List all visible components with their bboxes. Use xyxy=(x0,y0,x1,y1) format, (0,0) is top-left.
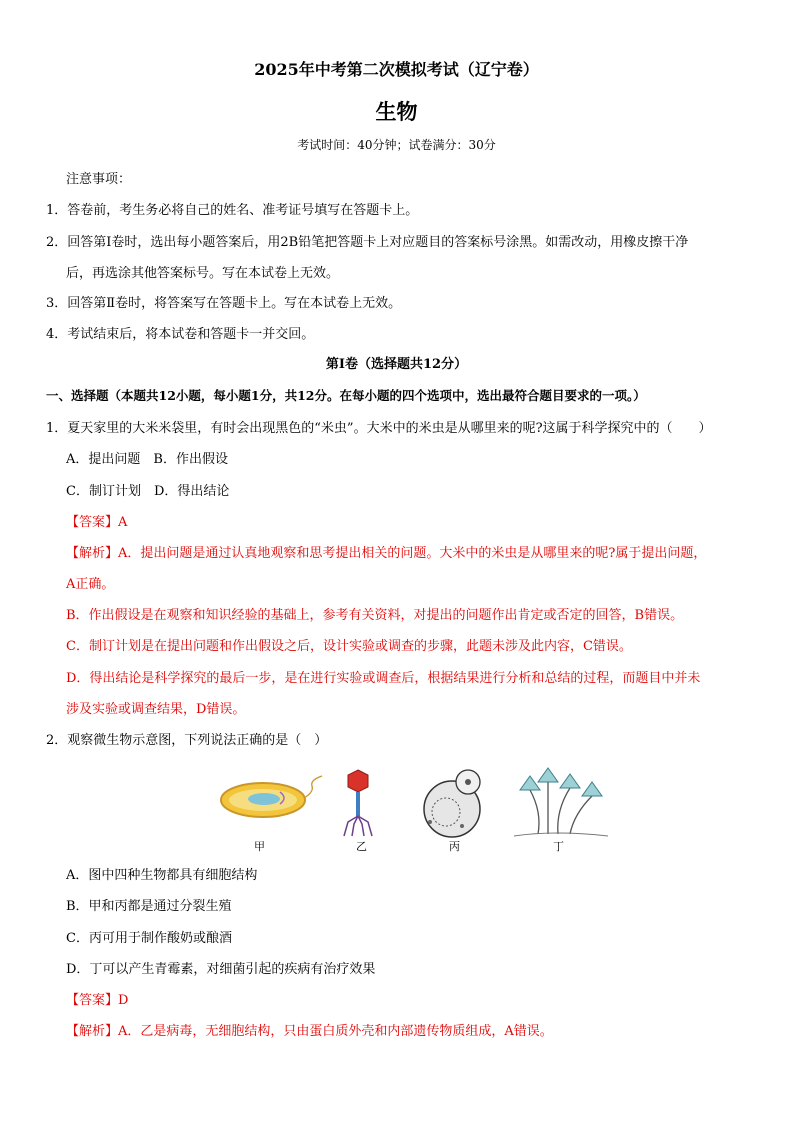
figure-label-yi: 乙 xyxy=(356,840,367,853)
q1-analysis-line: C．制订计划是在提出问题和作出假设之后，设计实验或调查的步骤，此题未涉及此内容，C错误。 xyxy=(66,639,632,654)
note-item-continuation: 后，再选涂其他答案标号。写在本试卷上无效。 xyxy=(66,266,340,281)
q1-analysis-line: B．作出假设是在观察和知识经验的基础上，参考有关资料，对提出的问题作出肯定或否定的回答，B错误。 xyxy=(66,608,684,623)
exam-title: 2025年中考第二次模拟考试（辽宁卷） xyxy=(254,60,539,79)
notes-heading: 注意事项： xyxy=(66,172,132,187)
q1-answer: 【答案】A xyxy=(66,515,128,530)
q1-analysis-line: D．得出结论是科学探究的最后一步，是在进行实验或调查后，根据结果进行分析和总结的过程，而题目中并未 xyxy=(66,671,701,686)
q2-stem: 2．观察微生物示意图，下列说法正确的是（ ） xyxy=(46,733,328,748)
figure-label-bing: 丙 xyxy=(449,840,460,853)
figure-label-ding: 丁 xyxy=(553,840,564,853)
note-item: 1．答卷前，考生务必将自己的姓名、准考证号填写在答题卡上。 xyxy=(46,203,419,218)
q1-stem: 1．夏天家里的大米米袋里，有时会出现黑色的“米虫”。大米中的米虫是从哪里来的呢?这属于科学探究中的（ ） xyxy=(46,421,712,436)
q2-option-a: A．图中四种生物都具有细胞结构 xyxy=(66,868,258,883)
microorganism-illustration xyxy=(218,764,608,850)
penicillium-icon xyxy=(514,768,608,836)
q2-analysis-line: 【解析】A．乙是病毒，无细胞结构，只由蛋白质外壳和内部遗传物质组成，A错误。 xyxy=(66,1024,553,1039)
q2-option-b: B．甲和丙都是通过分裂生殖 xyxy=(66,899,232,914)
q1-analysis-line: 【解析】A．提出问题是通过认真地观察和思考提出相关的问题。大米中的米虫是从哪里来的呢?属于提出问题， xyxy=(66,546,707,561)
section-instruction: 一、选择题（本题共12小题，每小题1分，共12分。在每小题的四个选项中，选出最符合题目要求的一项。） xyxy=(46,388,646,403)
phage-virus-icon xyxy=(344,770,372,836)
subject-title: 生物 xyxy=(375,99,418,124)
bacterium-icon xyxy=(221,776,322,817)
q1-analysis-line: A正确。 xyxy=(66,577,115,592)
section-title: 第Ⅰ卷（选择题共12分） xyxy=(325,357,468,372)
q2-answer: 【答案】D xyxy=(66,993,129,1008)
yeast-icon xyxy=(424,770,480,837)
microorganism-figure xyxy=(218,764,608,850)
q1-analysis-line: 涉及实验或调查结果，D错误。 xyxy=(66,702,246,717)
note-item: 4．考试结束后，将本试卷和答题卡一并交回。 xyxy=(46,327,315,342)
figure-label-jia: 甲 xyxy=(254,840,265,853)
q1-options-ab: A．提出问题 B．作出假设 xyxy=(66,452,228,467)
q2-option-d: D．丁可以产生青霉素，对细菌引起的疾病有治疗效果 xyxy=(66,962,376,977)
note-item: 3．回答第Ⅱ卷时，将答案写在答题卡上。写在本试卷上无效。 xyxy=(46,296,402,311)
q1-options-cd: C．制订计划 D．得出结论 xyxy=(66,484,230,499)
q2-option-c: C．丙可用于制作酸奶或酿酒 xyxy=(66,931,232,946)
note-item: 2．回答第Ⅰ卷时，选出每小题答案后，用2B铅笔把答题卡上对应题目的答案标号涂黑。如需改动，用橡皮擦干净 xyxy=(46,235,689,250)
exam-time-info: 考试时间：40分钟；试卷满分：30分 xyxy=(297,138,496,152)
